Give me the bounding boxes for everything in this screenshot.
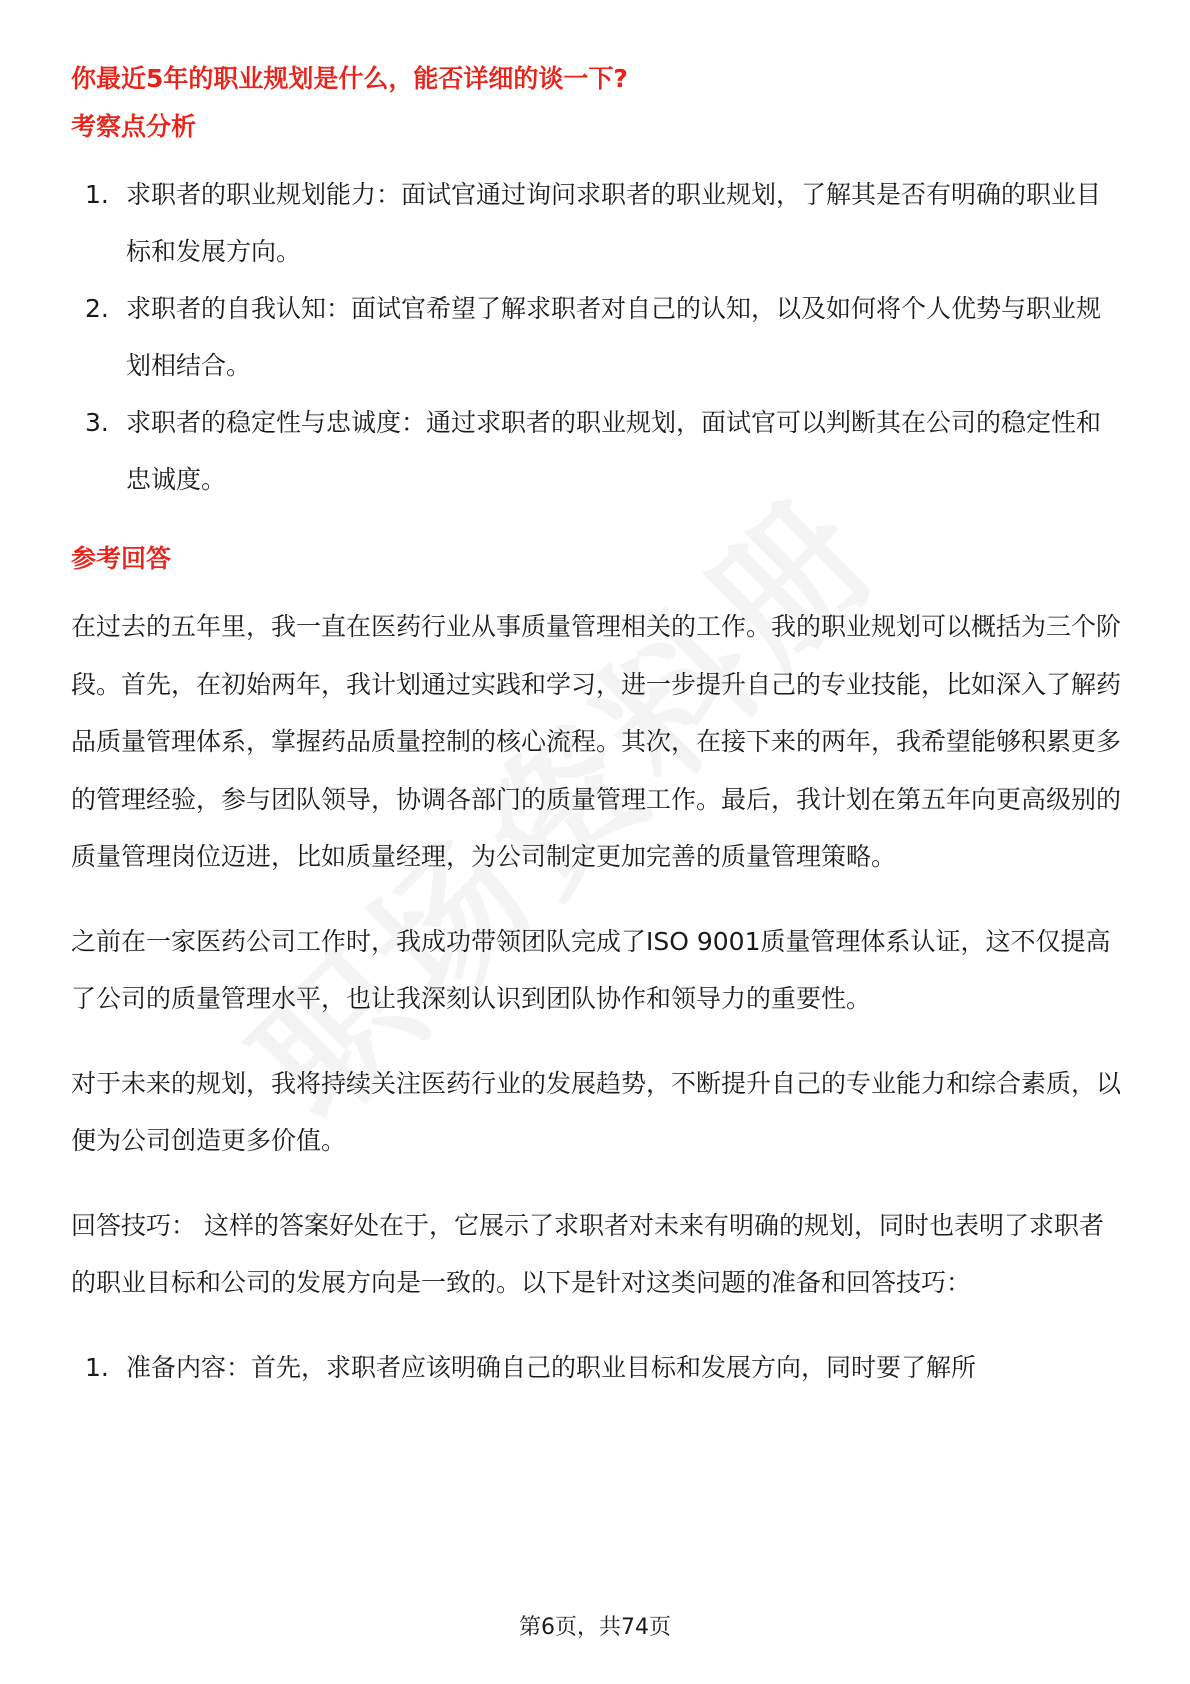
answer-paragraph: 对于未来的规划，我将持续关注医药行业的发展趋势，不断提升自己的专业能力和综合素质，以便为公司创造更多价值。 bbox=[71, 1068, 1122, 1155]
list-number: 1. bbox=[85, 180, 109, 209]
list-number: 2. bbox=[85, 294, 109, 323]
list-number: 1. bbox=[85, 1352, 109, 1382]
list-item bbox=[71, 166, 1121, 280]
answer-tips-paragraph: 回答技巧： 这样的答案好处在于，它展示了求职者对未来有明确的规划，同时也表明了求职者的职业目标和公司的发展方向是一致的。以下是针对这类问题的准备和回答技巧： bbox=[71, 1210, 1104, 1297]
list-text: 求职者的稳定性与忠诚度：通过求职者的职业规划，面试官可以判断其在公司的稳定性和忠诚度。 bbox=[126, 408, 1102, 494]
list-text: 求职者的自我认知：面试官希望了解求职者对自己的认知，以及如何将个人优势与职业规划相结合。 bbox=[126, 294, 1102, 380]
list-item bbox=[71, 280, 1121, 394]
content bbox=[71, 62, 1121, 1396]
analysis-heading: 考察点分析 bbox=[71, 112, 197, 141]
list-text: 求职者的职业规划能力：面试官通过询问求职者的职业规划，了解其是否有明确的职业目标和发展方向。 bbox=[126, 180, 1102, 266]
list-text: 准备内容：首先，求职者应该明确自己的职业目标和发展方向，同时要了解所 bbox=[126, 1352, 977, 1382]
list-item bbox=[71, 1339, 1121, 1396]
list-item bbox=[71, 394, 1121, 508]
list-number: 3. bbox=[85, 408, 109, 437]
answer-paragraph: 之前在一家医药公司工作时，我成功带领团队完成了ISO 9001质量管理体系认证，这不仅提高了公司的质量管理水平，也让我深刻认识到团队协作和领导力的重要性。 bbox=[71, 926, 1111, 1013]
analysis-list bbox=[71, 166, 1121, 508]
answer-heading: 参考回答 bbox=[71, 544, 172, 573]
question-title: 你最近5年的职业规划是什么，能否详细的谈一下? bbox=[71, 64, 628, 93]
tips-list bbox=[71, 1339, 1121, 1396]
page-number-footer: 第6页，共74页 bbox=[519, 1615, 671, 1640]
answer-paragraph: 在过去的五年里，我一直在医药行业从事质量管理相关的工作。我的职业规划可以概括为三个阶段。首先，在初始两年，我计划通过实践和学习，进一步提升自己的专业技能，比如深入了解药品质量管理体系，掌握药品质量控制的核心流程。其次，在接下来的两年，我希望能够积累更多的管理经验，参与团队领导，协调各部门的质量管理工作。最后，我计划在第五年向更高级别的质量管理岗位迈进，比如质量经理，为公司制定更加完善的质量管理策略。 bbox=[71, 612, 1122, 871]
